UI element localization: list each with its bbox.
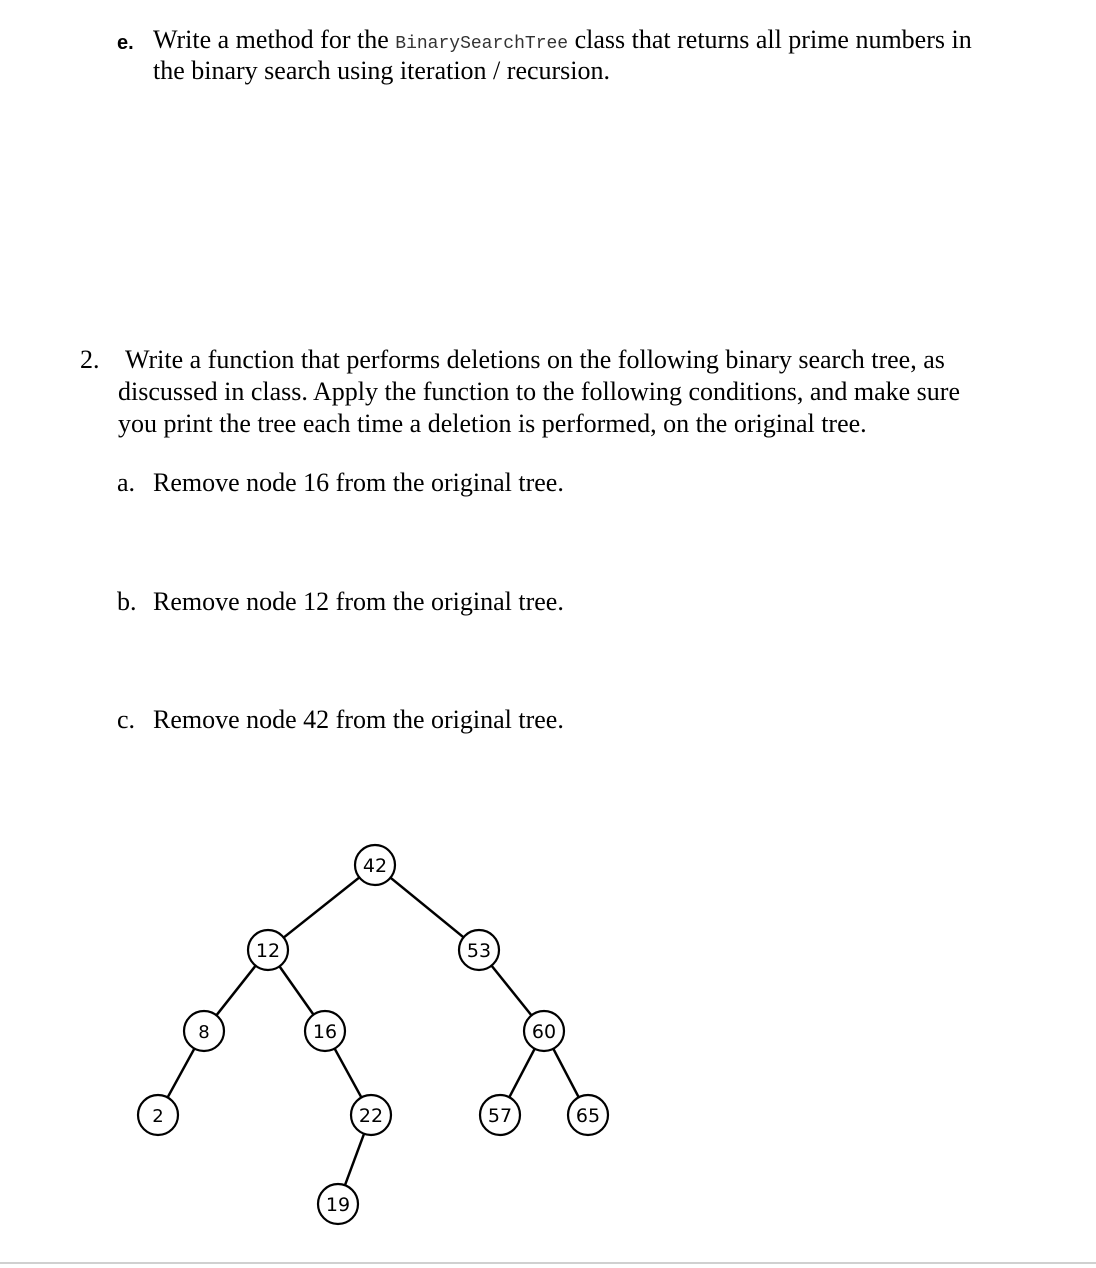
- tree-edge-42-12: [284, 877, 360, 937]
- tree-node-57: [480, 1095, 520, 1135]
- tree-node-label: 19: [325, 1194, 351, 1216]
- tree-edge-22-19: [345, 1134, 364, 1185]
- tree-edge-12-16: [280, 966, 314, 1014]
- tree-node-2: [138, 1095, 178, 1135]
- class-name-code: BinarySearchTree: [395, 34, 569, 54]
- question-e-text-after: class that returns all prime numbers in: [568, 25, 972, 54]
- tree-node-label: 22: [358, 1105, 384, 1127]
- question-2-line-2: discussed in class. Apply the function to the following conditions, and make sure: [118, 377, 960, 406]
- tree-node-label: 8: [198, 1022, 210, 1043]
- tree-node-16: [305, 1011, 345, 1051]
- part-a-letter: a.: [117, 468, 136, 497]
- part-b-letter: b.: [117, 587, 137, 616]
- question-2-number: 2.: [80, 345, 100, 374]
- question-2-line-1: Write a function that performs deletions on the following binary search tree, as: [125, 345, 945, 374]
- tree-edge-60-57: [509, 1049, 534, 1098]
- tree-edge-16-22: [335, 1049, 362, 1098]
- tree-node-12: [248, 930, 288, 970]
- tree-node-label: 65: [575, 1105, 601, 1127]
- tree-node-19: [318, 1184, 358, 1224]
- tree-edge-53-60: [492, 966, 532, 1016]
- part-a-text: Remove node 16 from the original tree.: [153, 468, 564, 497]
- tree-node-label: 42: [362, 855, 388, 877]
- question-2-line-3: you print the tree each time a deletion is performed, on the original tree.: [118, 409, 867, 438]
- tree-edge-12-8: [216, 966, 255, 1016]
- tree-node-22: [351, 1095, 391, 1135]
- tree-node-42: [355, 845, 395, 885]
- tree-node-label: 57: [487, 1105, 513, 1127]
- question-e-line-2: the binary search using iteration / recursion.: [153, 56, 611, 85]
- tree-node-60: [524, 1011, 564, 1051]
- tree-edge-60-65: [553, 1049, 578, 1098]
- tree-node-65: [568, 1095, 608, 1135]
- tree-node-label: 2: [152, 1106, 164, 1127]
- question-e-text-before: Write a method for the: [153, 25, 396, 54]
- tree-node-label: 12: [255, 940, 281, 962]
- question-e-marker: e.: [117, 32, 134, 54]
- tree-node-53: [459, 930, 499, 970]
- tree-node-8: [184, 1011, 224, 1051]
- part-c-text: Remove node 42 from the original tree.: [153, 705, 564, 734]
- tree-edge-42-53: [390, 878, 463, 938]
- tree-node-label: 53: [466, 940, 492, 962]
- tree-node-label: 60: [531, 1021, 557, 1043]
- bottom-divider: [0, 1262, 1096, 1264]
- tree-node-label: 16: [312, 1021, 338, 1043]
- part-b-text: Remove node 12 from the original tree.: [153, 587, 564, 616]
- part-c-letter: c.: [117, 705, 136, 734]
- tree-edge-8-2: [168, 1049, 195, 1098]
